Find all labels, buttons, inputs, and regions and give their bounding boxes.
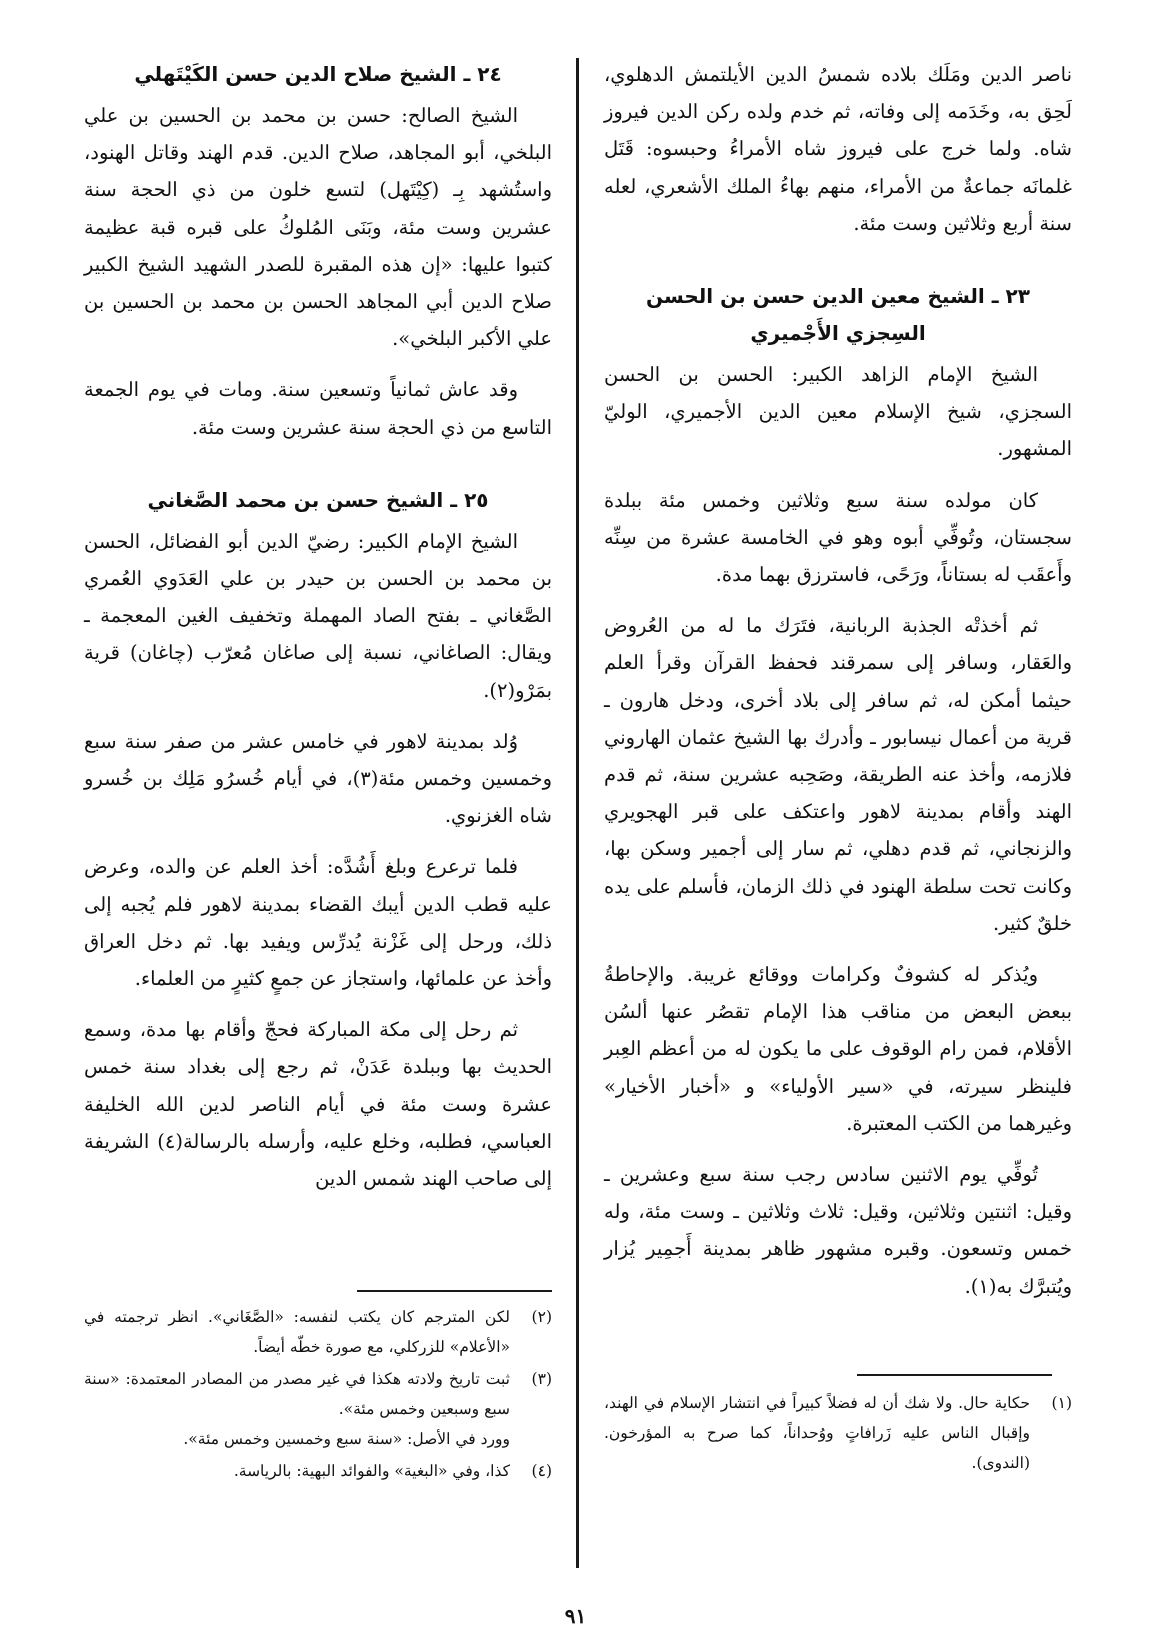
- heading-23-line-2: السِجزي الأَجْميري: [750, 321, 926, 346]
- footnote-text: كذا، وفي «البغية» والفوائد البهية: بالرياسة.: [233, 1462, 510, 1480]
- footnote-text: حكاية حال. ولا شك أن له فضلاً كبيراً في انتشار الإسلام في الهند، وإقبال الناس عليه زَرافاتٍ ووُحداناً، كما صرح به المؤرخون. (الندوى).: [604, 1394, 1030, 1472]
- left-column: [84, 56, 552, 1211]
- footnote-2: [84, 1302, 552, 1362]
- paragraph: الشيخ الإمام الكبير: رضيّ الدين أبو الفضائل، الحسن بن محمد بن الحسن بن حيدر بن علي العَدَوي العُمري الصَّغاني ـ بفتح الصاد المهملة وتخفيف الغين المعجمة ـ ويقال: الصاغاني، نسبة إلى صاغان مُعرّب (چاغان) قرية بمَرْو(٢).: [84, 529, 552, 702]
- heading-entry-25: ٢٥ ـ الشيخ حسن بن محمد الصَّغاني: [147, 487, 489, 512]
- footnote-number: (١): [1051, 1394, 1072, 1412]
- right-column: [604, 56, 1072, 1319]
- paragraph-continuation: ناصر الدين ومَلَك بلاده شمسُ الدين الأيلتمش الدهلوي، لَحِق به، وخَدَمه إلى وفاته، ثم خدم ولده ركن الدين فيروز شاه. ولما خرج على فيروز شاه الأمراءُ وحبسوه: قَتَل غلمانَه جماعةٌ من الأمراء، منهم بهاءُ الملك الأشعري، لعله سنة أربع وثلاثين وست مئة.: [604, 63, 1072, 235]
- footnote-3: [84, 1364, 552, 1454]
- paragraph: كان مولده سنة سبع وثلاثين وخمس مئة ببلدة سجستان، وتُوفِّي أبوه وهو في الخامسة عشرة من سِنِّه وأَعقَب له بستاناً، ورَحًى، فاسترزق بهما مدة.: [604, 488, 1072, 587]
- footnote-number: (٤): [531, 1462, 552, 1480]
- footnotes-right: [604, 1388, 1072, 1480]
- paragraph: فلما ترعرع وبلغ أَشُدَّه: أخذ العلم عن والده، وعرض عليه قطب الدين أيبك القضاء بمدينة لاهور فلم يُجبه إلى ذلك، ورحل إلى غَزْنة يُدرِّس ويفيد بها. ثم دخل العراق وأخذ عن علمائها، واستجاز عن جمعٍ كثيرٍ من العلماء.: [84, 855, 552, 991]
- column-divider: [576, 58, 579, 1568]
- footnote-number: (٣): [531, 1370, 552, 1388]
- heading-entry-23: [604, 278, 1072, 352]
- heading-entry-24: ٢٤ ـ الشيخ صلاح الدين حسن الكَيْتَهلي: [134, 62, 502, 86]
- footnote-1: [604, 1388, 1072, 1478]
- footnote-4: [84, 1456, 552, 1486]
- paragraph: وُلد بمدينة لاهور في خامس عشر من صفر سنة سبع وخمسين وخمس مئة(٣)، في أيام خُسرُو مَلِك بن خُسرو شاه الغزنوي.: [84, 729, 552, 828]
- footnote-number: (٢): [531, 1308, 552, 1326]
- paragraph: الشيخ الإمام الزاهد الكبير: الحسن بن الحسن السجزي، شيخ الإسلام معين الدين الأجميري، الوليّ المشهور.: [604, 363, 1072, 461]
- footnote-text-continued: وورد في الأصل: «سنة سبع وخمسين وخمس مئة».: [183, 1430, 510, 1448]
- paragraph: تُوفِّي يوم الاثنين سادس رجب سنة سبع وعشرين ـ وقيل: اثنتين وثلاثين، وقيل: ثلاث وثلاثين ـ وست مئة، وله خمس وتسعون. وقبره مشهور ظاهر بمدينة أَجمِير يُزار ويُتبرَّك به(١).: [604, 1163, 1072, 1298]
- footnote-rule-left: [357, 1290, 552, 1292]
- paragraph: ثم رحل إلى مكة المباركة فحجّ وأقام بها مدة، وسمع الحديث بها وببلدة عَدَنْ، ثم رجع إلى بغداد سنة خمس عشرة وست مئة في أيام الناصر لدين الله الخليفة العباسي، فطلبه، وخلع عليه، وأرسله بالرسالة(٤) الشريفة إلى صاحب الهند شمس الدين: [84, 1018, 552, 1191]
- footnote-rule-right: [857, 1374, 1052, 1376]
- footnotes-left: [84, 1302, 552, 1488]
- paragraph: الشيخ الصالح: حسن بن محمد بن الحسين بن علي البلخي، أبو المجاهد، صلاح الدين. قدم الهند وقاتل الهنود، واستُشهد بِـ (كِيْتَهل) لتسع خلون من ذي الحجة سنة عشرين وست مئة، وبَنَى المُلوكُ على قبره قبة عظيمة كتبوا عليها: «إن هذه المقبرة للصدر الشهيد الشيخ الكبير صلاح الدين أبي المجاهد الحسن بن محمد بن الحسين بن علي الأكبر البلخي».: [84, 104, 552, 351]
- paragraph: ويُذكر له كشوفٌ وكرامات ووقائع غريبة. والإحاطةُ ببعض البعض من مناقب هذا الإمام تقصُر عنها ألسُن الأقلام، فمن رام الوقوف على ما يكون له من أعظم العِبر فلينظر سيرته، في «سير الأولياء» و «أخبار الأخيار» وغيرهما من الكتب المعتبرة.: [604, 963, 1072, 1135]
- paragraph: وقد عاش ثمانياً وتسعين سنة. ومات في يوم الجمعة التاسع من ذي الحجة سنة عشرين وست مئة.: [84, 378, 552, 439]
- paragraph: ثم أخذتْه الجذبة الربانية، فتَرَك ما له من العُروض والعَقار، وسافر إلى سمرقند فحفظ القرآن وقرأ العلم حيثما أمكن له، ثم سافر إلى بلاد أخرى، ودخل هارون ـ قرية من أعمال نيسابور ـ وأدرك بها الشيخ عثمان الهاروني فلازمه، وأخذ عنه الطريقة، وصَحِبه عشرين سنة، ثم قدم الهند وأقام بمدينة لاهور واعتكف على قبر الهجويري والزنجاني، ثم قدم دهلي، ثم سار إلى أجمير وسكن بها، وكانت تحت سلطة الهنود في ذلك الزمان، فأسلم على يده خلقٌ كثير.: [604, 614, 1072, 935]
- page-number: ٩١: [564, 1604, 587, 1628]
- heading-23-line-1: ٢٣ ـ الشيخ معين الدين حسن بن الحسن: [646, 284, 1030, 309]
- footnote-text: لكن المترجم كان يكتب لنفسه: «الصَّغَاني». انظر ترجمته في «الأعلام» للزركلي، مع صورة خطّه أيضاً.: [84, 1308, 510, 1356]
- footnote-text: ثبت تاريخ ولادته هكذا في غير مصدر من المصادر المعتمدة: «سنة سبع وسبعين وخمس مئة».: [84, 1370, 510, 1418]
